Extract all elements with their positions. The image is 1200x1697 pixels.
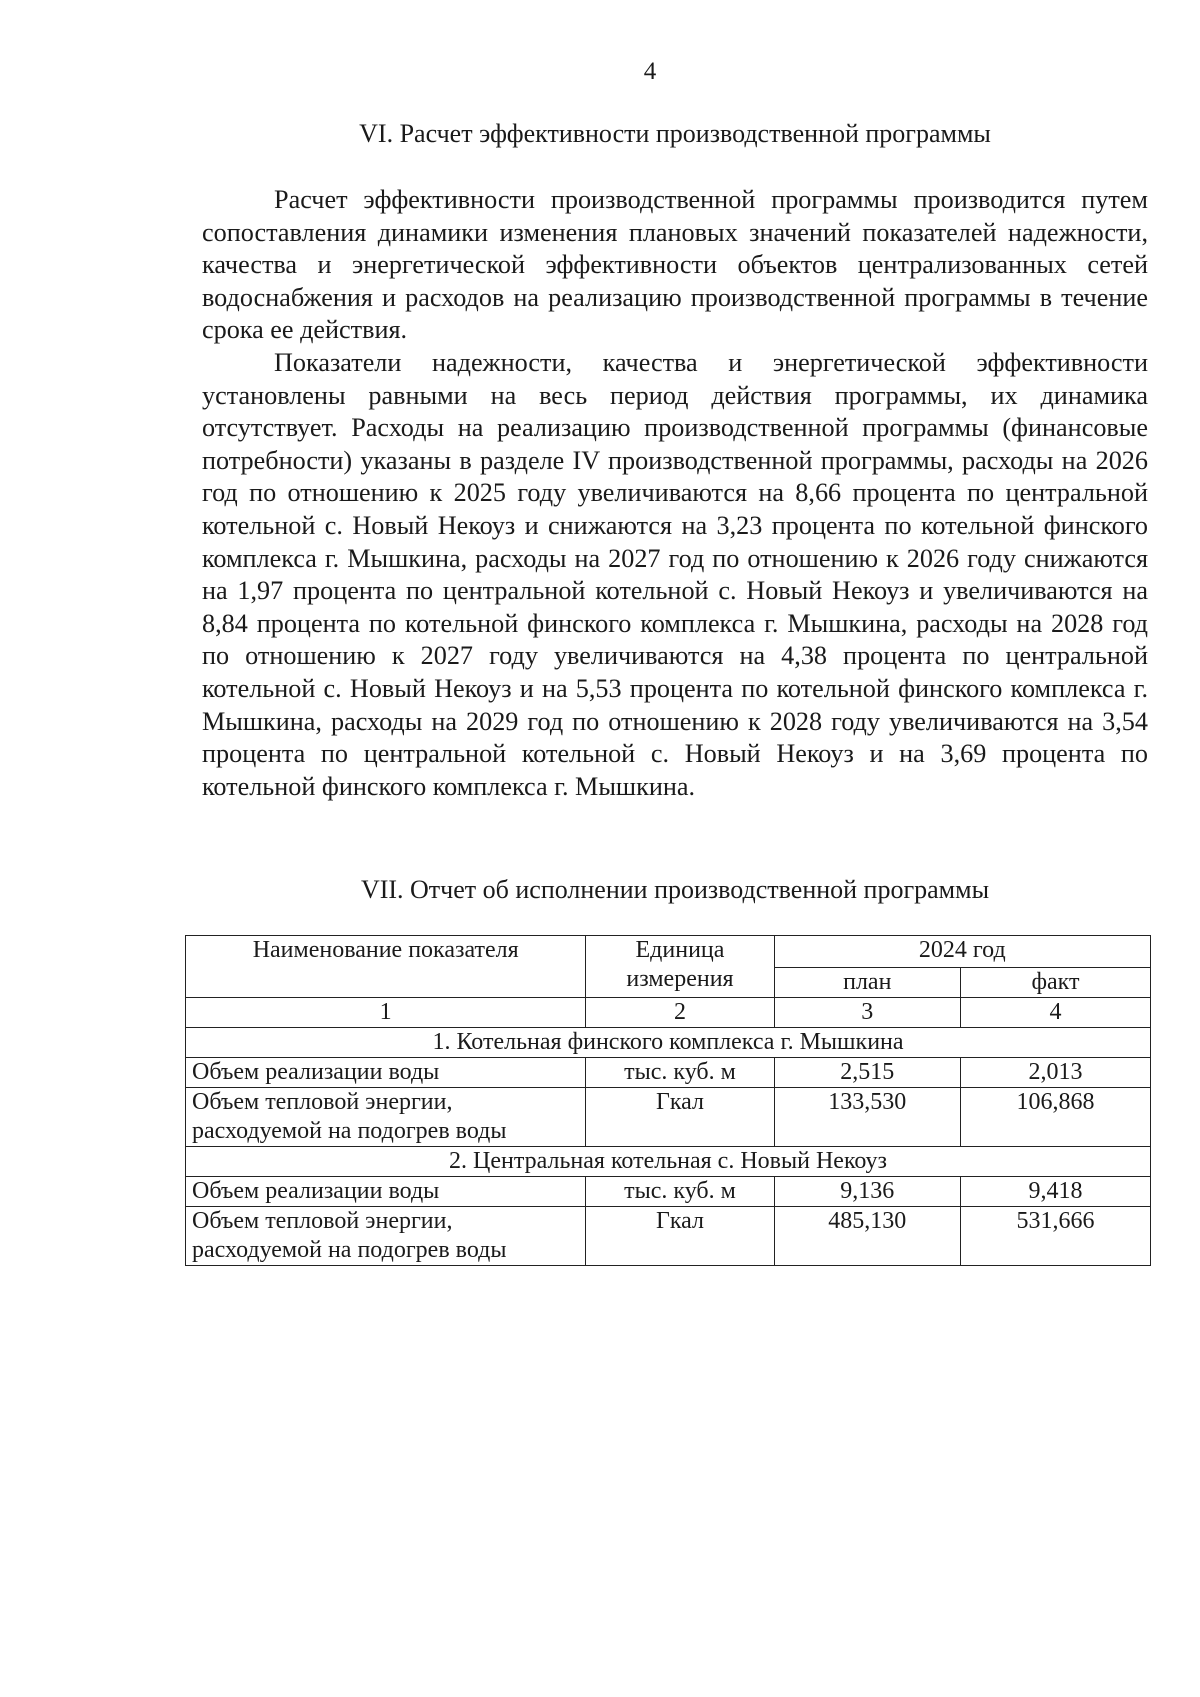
row-unit: тыс. куб. м [586,1177,774,1207]
row-fact: 2,013 [960,1058,1150,1088]
section-title-cell: 1. Котельная финского комплекса г. Мышкина [186,1028,1151,1058]
table-row [186,1207,1151,1266]
section-6-body [202,184,1148,803]
row-name: Объем тепловой энергии, расходуемой на подогрев воды [186,1207,586,1266]
report-table [185,935,1151,1266]
row-name: Объем реализации воды [186,1058,586,1088]
header-year: 2024 год [774,936,1150,968]
table-row [186,1058,1151,1088]
page-number: 4 [643,58,657,85]
paragraph-1: Расчет эффективности производственной программы производится путем сопоставления динамики изменения плановых значений показателей надежности, качества и энергетической эффективности объектов централизованных сетей водоснабжения и расходов на реализацию производственной программы в течение срока ее действия. [202,185,1148,345]
row-plan: 2,515 [774,1058,960,1088]
row-plan: 133,530 [774,1088,960,1147]
row-fact: 9,418 [960,1177,1150,1207]
column-number: 4 [960,998,1150,1028]
row-name: Объем тепловой энергии, расходуемой на подогрев воды [186,1088,586,1147]
table-section-row [186,1147,1151,1177]
column-number: 2 [586,998,774,1028]
row-name: Объем реализации воды [186,1177,586,1207]
paragraph-2: Показатели надежности, качества и энергетической эффективности установлены равными на весь период действия программы, их динамика отсутствует. Расходы на реализацию производственной программы (финансовые потребности) указаны в разделе IV производственной программы, расходы на 2026 год по отношению к 2025 году увеличиваются на 8,66 процента по центральной котельной с. Новый Некоуз и снижаются на 3,23 процента по котельной финского комплекса г. Мышкина, расходы на 2027 год по отношению к 2026 году снижаются на 1,97 процента по центральной котельной с. Новый Некоуз и увеличиваются на 8,84 процента по котельной финского комплекса г. Мышкина, расходы на 2028 год по отношению к 2027 году увеличиваются на 4,38 процента по центральной котельной с. Новый Некоуз и на 5,53 процента по котельной финского комплекса г. Мышкина, расходы на 2029 год по отношению к 2028 году увеличиваются на 3,54 процента по центральной котельной с. Новый Некоуз и на 3,69 процента по котельной финского комплекса г. Мышкина. [202,347,1148,801]
row-unit: тыс. куб. м [586,1058,774,1088]
row-unit: Гкал [586,1207,774,1266]
column-number: 3 [774,998,960,1028]
table-section-row [186,1028,1151,1058]
column-number-row [186,998,1151,1028]
table-header-row [186,936,1151,968]
row-plan: 9,136 [774,1177,960,1207]
row-fact: 106,868 [960,1088,1150,1147]
header-fact: факт [960,968,1150,998]
row-unit: Гкал [586,1088,774,1147]
header-name: Наименование показателя [186,936,586,998]
section-7-title: VII. Отчет об исполнении производственной программы [360,875,990,904]
row-plan: 485,130 [774,1207,960,1266]
row-fact: 531,666 [960,1207,1150,1266]
table-row [186,1088,1151,1147]
header-unit: Единица измерения [586,936,774,998]
column-number: 1 [186,998,586,1028]
section-title-cell: 2. Центральная котельная с. Новый Некоуз [186,1147,1151,1177]
table-row [186,1177,1151,1207]
header-plan: план [774,968,960,998]
section-6-title: VI. Расчет эффективности производственной программы [359,119,991,148]
